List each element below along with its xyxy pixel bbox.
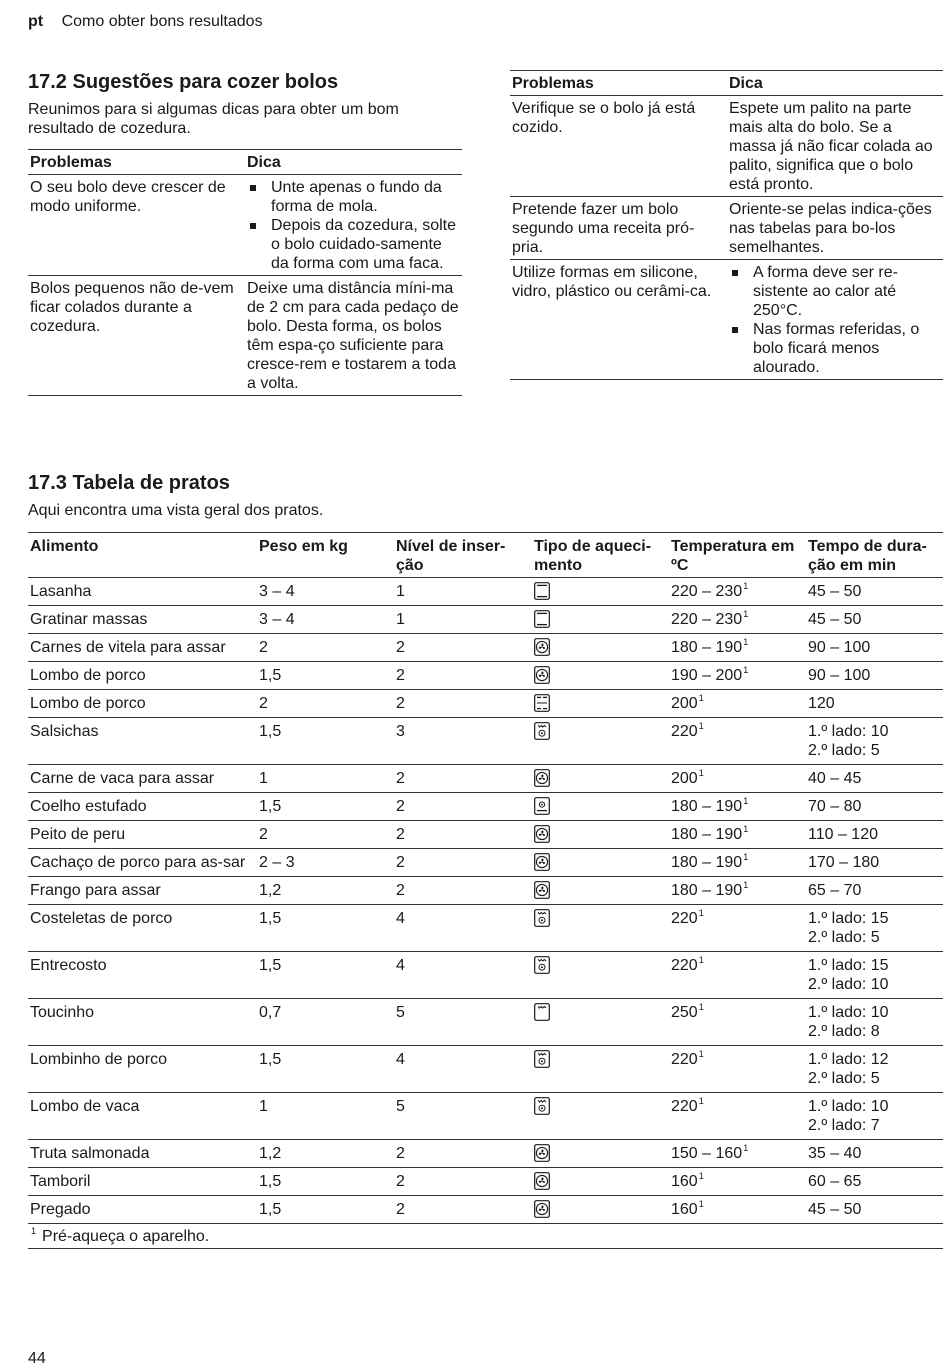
dish-row [28, 1093, 943, 1140]
heating-cell [532, 1046, 669, 1093]
tip-list-item: Depois da cozedura, solte o bolo cuidado-samente da forma com uma faca. [247, 216, 460, 273]
time-value: 120 [808, 695, 835, 712]
hot-air-icon [534, 825, 550, 843]
section-17-2-intro: Reunimos para si algumas dicas para obter um bom resultado de cozedura. [28, 101, 399, 137]
food-cell: Salsichas [28, 718, 257, 765]
dish-row [28, 1168, 943, 1196]
temperature-value: 220 [671, 910, 698, 927]
eco-top-bottom-heat-icon [534, 694, 550, 712]
time-value: 1.º lado: 10 [808, 1004, 889, 1021]
heating-cell [532, 578, 669, 606]
hot-air-icon [534, 853, 550, 871]
footnote-reference: 1 [743, 609, 749, 619]
level-cell: 2 [394, 821, 532, 849]
time-value: 90 – 100 [808, 639, 871, 656]
temperature-cell [669, 793, 806, 821]
footnote-reference: 1 [743, 665, 749, 675]
weight-cell: 2 [257, 821, 394, 849]
tip-row [28, 276, 462, 396]
level-cell: 4 [394, 905, 532, 952]
temperature-cell [669, 1046, 806, 1093]
language-code: pt [28, 13, 44, 30]
tip-list-item: Nas formas referidas, o bolo ficará menos alourado. [729, 320, 941, 377]
time-cell [806, 1140, 943, 1168]
time-value: 170 – 180 [808, 854, 880, 871]
problem-cell: Bolos pequenos não de-vem ficar colados durante a cozedura. [28, 276, 245, 396]
temperature-cell [669, 1093, 806, 1140]
dish-row [28, 634, 943, 662]
dish-row [28, 849, 943, 877]
food-cell: Tamboril [28, 1168, 257, 1196]
tip-cell [245, 175, 462, 276]
temperature-cell [669, 821, 806, 849]
heating-cell [532, 952, 669, 999]
level-cell: 2 [394, 849, 532, 877]
time-cell [806, 606, 943, 634]
heating-cell [532, 1093, 669, 1140]
footnote-reference: 1 [743, 581, 749, 591]
page-header [28, 12, 263, 31]
temperature-cell [669, 634, 806, 662]
food-cell: Truta salmonada [28, 1140, 257, 1168]
time-value: 2.º lado: 10 [808, 976, 889, 993]
footnote-reference: 1 [698, 1002, 704, 1012]
dishes-table [28, 532, 943, 1249]
weight-cell: 1 [257, 765, 394, 793]
temperature-cell [669, 1168, 806, 1196]
time-cell [806, 718, 943, 765]
column-header-level: Nível de inser-ção [394, 533, 532, 578]
footnote-reference: 1 [743, 852, 749, 862]
time-value: 2.º lado: 5 [808, 1070, 880, 1087]
temperature-value: 220 [671, 957, 698, 974]
tip-row [28, 175, 462, 276]
food-cell: Carne de vaca para assar [28, 765, 257, 793]
temperature-value: 180 – 190 [671, 854, 743, 871]
time-cell [806, 1168, 943, 1196]
dish-row [28, 662, 943, 690]
food-cell: Costeletas de porco [28, 905, 257, 952]
footnote-reference: 1 [698, 1096, 704, 1106]
time-value: 1.º lado: 15 [808, 957, 889, 974]
level-cell: 5 [394, 1093, 532, 1140]
dish-row [28, 877, 943, 905]
time-cell [806, 1196, 943, 1224]
time-cell [806, 634, 943, 662]
footnote-reference: 1 [698, 693, 704, 703]
food-cell: Carnes de vitela para assar [28, 634, 257, 662]
tip-list [247, 178, 460, 273]
top-bottom-heat-icon [534, 610, 550, 628]
footnote-reference: 1 [698, 1049, 704, 1059]
temperature-cell [669, 999, 806, 1046]
time-value: 45 – 50 [808, 583, 862, 600]
dish-row [28, 1140, 943, 1168]
temperature-value: 150 – 160 [671, 1145, 743, 1162]
weight-cell: 2 – 3 [257, 849, 394, 877]
level-cell: 2 [394, 690, 532, 718]
level-cell: 2 [394, 634, 532, 662]
heating-cell [532, 662, 669, 690]
problem-cell: Utilize formas em silicone, vidro, plástico ou cerâmi-ca. [510, 260, 727, 380]
temperature-value: 220 [671, 723, 698, 740]
hot-air-icon [534, 881, 550, 899]
weight-cell: 1,5 [257, 1168, 394, 1196]
time-cell [806, 690, 943, 718]
time-cell [806, 793, 943, 821]
time-value: 110 – 120 [808, 826, 878, 843]
time-value: 90 – 100 [808, 667, 871, 684]
heating-cell [532, 765, 669, 793]
heating-cell [532, 1196, 669, 1224]
food-cell: Lombo de porco [28, 690, 257, 718]
time-value: 1.º lado: 15 [808, 910, 889, 927]
time-value: 2.º lado: 5 [808, 742, 880, 759]
time-value: 60 – 65 [808, 1173, 862, 1190]
time-cell [806, 1093, 943, 1140]
weight-cell: 3 – 4 [257, 578, 394, 606]
hot-air-icon [534, 638, 550, 656]
level-cell: 3 [394, 718, 532, 765]
time-cell [806, 877, 943, 905]
level-cell: 2 [394, 1196, 532, 1224]
footnote-reference: 1 [698, 908, 704, 918]
hot-air-icon [534, 769, 550, 787]
dish-row [28, 952, 943, 999]
temperature-value: 190 – 200 [671, 667, 743, 684]
time-value: 2.º lado: 7 [808, 1117, 880, 1134]
footnote-row [28, 1224, 943, 1249]
time-cell [806, 662, 943, 690]
dish-row [28, 905, 943, 952]
column-header-time: Tempo de dura-ção em min [806, 533, 943, 578]
footnote-reference: 1 [698, 721, 704, 731]
circulated-grill-icon [534, 956, 550, 974]
time-cell [806, 952, 943, 999]
time-value: 2.º lado: 8 [808, 1023, 880, 1040]
time-cell [806, 905, 943, 952]
footnote-text: Pré-aqueça o aparelho. [42, 1228, 210, 1245]
level-cell: 2 [394, 662, 532, 690]
temperature-cell [669, 1140, 806, 1168]
level-cell: 2 [394, 1140, 532, 1168]
column-header-weight: Peso em kg [257, 533, 394, 578]
hot-air-icon [534, 1200, 550, 1218]
level-cell: 2 [394, 1168, 532, 1196]
time-cell [806, 999, 943, 1046]
footnote-reference: 1 [698, 768, 704, 778]
footnote-reference: 1 [698, 1199, 704, 1209]
heating-cell [532, 690, 669, 718]
food-cell: Coelho estufado [28, 793, 257, 821]
level-cell: 2 [394, 877, 532, 905]
tip-cell [727, 260, 943, 380]
time-cell [806, 578, 943, 606]
heating-cell [532, 905, 669, 952]
time-value: 1.º lado: 10 [808, 723, 889, 740]
time-value: 1.º lado: 12 [808, 1051, 889, 1068]
food-cell: Peito de peru [28, 821, 257, 849]
footnote-mark: 1 [31, 1226, 37, 1236]
temperature-cell [669, 1196, 806, 1224]
temperature-value: 200 [671, 695, 698, 712]
cake-tips-table-right [510, 70, 943, 380]
time-cell [806, 765, 943, 793]
footnote-reference: 1 [743, 1143, 749, 1153]
temperature-value: 220 – 230 [671, 611, 743, 628]
tip-cell: Oriente-se pelas indica-ções nas tabelas para bo-los semelhantes. [727, 197, 943, 260]
time-cell [806, 1046, 943, 1093]
heating-cell [532, 606, 669, 634]
weight-cell: 2 [257, 634, 394, 662]
time-value: 35 – 40 [808, 1145, 862, 1162]
time-value: 45 – 50 [808, 1201, 862, 1218]
time-value: 65 – 70 [808, 882, 862, 899]
hot-air-icon [534, 1172, 550, 1190]
time-value: 40 – 45 [808, 770, 862, 787]
circulated-grill-icon [534, 909, 550, 927]
section-17-2-title: 17.2 Sugestões para cozer bolos [28, 71, 339, 93]
weight-cell: 1,2 [257, 1140, 394, 1168]
column-header-temperature: Temperatura em ºC [669, 533, 806, 578]
temperature-cell [669, 765, 806, 793]
food-cell: Toucinho [28, 999, 257, 1046]
food-cell: Lombo de porco [28, 662, 257, 690]
dish-row [28, 821, 943, 849]
time-value: 1.º lado: 10 [808, 1098, 889, 1115]
top-bottom-heat-icon [534, 582, 550, 600]
footnote-cell [28, 1224, 943, 1249]
weight-cell: 1,5 [257, 905, 394, 952]
temperature-cell [669, 662, 806, 690]
bottom-heat-fan-icon [534, 797, 550, 815]
temperature-value: 220 – 230 [671, 583, 743, 600]
dish-row [28, 1196, 943, 1224]
grill-icon [534, 1003, 550, 1021]
dish-row [28, 793, 943, 821]
temperature-cell [669, 718, 806, 765]
dish-row [28, 765, 943, 793]
weight-cell: 1,5 [257, 1196, 394, 1224]
heating-cell [532, 793, 669, 821]
temperature-value: 160 [671, 1173, 698, 1190]
weight-cell: 1,2 [257, 877, 394, 905]
problem-cell: O seu bolo deve crescer de modo uniforme. [30, 179, 226, 215]
heating-cell [532, 1168, 669, 1196]
page-number: 44 [28, 1350, 46, 1367]
temperature-value: 180 – 190 [671, 826, 743, 843]
section-17-3-title: 17.3 Tabela de pratos [28, 472, 230, 494]
level-cell: 1 [394, 578, 532, 606]
weight-cell: 2 [257, 690, 394, 718]
heating-cell [532, 849, 669, 877]
tip-cell: Espete um palito na parte mais alta do bolo. Se a massa já não ficar colada ao palito, significa que o bolo está pronto. [729, 100, 933, 193]
heating-cell [532, 1140, 669, 1168]
problem-cell: Verifique se o bolo já está cozido. [512, 100, 696, 136]
food-cell: Lombo de vaca [28, 1093, 257, 1140]
level-cell: 2 [394, 765, 532, 793]
tip-row [510, 96, 943, 197]
time-cell [806, 821, 943, 849]
weight-cell: 1 [257, 1093, 394, 1140]
food-cell: Pregado [28, 1196, 257, 1224]
dish-row [28, 718, 943, 765]
tip-list-item: A forma deve ser re-sistente ao calor até 250°C. [729, 263, 941, 320]
weight-cell: 1,5 [257, 718, 394, 765]
weight-cell: 1,5 [257, 662, 394, 690]
temperature-value: 200 [671, 770, 698, 787]
food-cell: Gratinar massas [28, 606, 257, 634]
tip-cell: Deixe uma distância míni-ma de 2 cm para cada pedaço de bolo. Desta forma, os bolos têm espa-ço suficiente para cresce-rem e tostarem a toda a volta. [245, 276, 462, 396]
weight-cell: 3 – 4 [257, 606, 394, 634]
weight-cell: 1,5 [257, 1046, 394, 1093]
heating-cell [532, 821, 669, 849]
column-header-food: Alimento [28, 533, 257, 578]
dish-row [28, 999, 943, 1046]
tip-row [510, 197, 943, 260]
weight-cell: 1,5 [257, 952, 394, 999]
food-cell: Entrecosto [28, 952, 257, 999]
heating-cell [532, 877, 669, 905]
time-cell [806, 849, 943, 877]
circulated-grill-icon [534, 722, 550, 740]
dish-row [28, 578, 943, 606]
circulated-grill-icon [534, 1050, 550, 1068]
chapter-title: Como obter bons resultados [61, 13, 263, 30]
food-cell: Lasanha [28, 578, 257, 606]
temperature-value: 250 [671, 1004, 698, 1021]
temperature-value: 180 – 190 [671, 639, 743, 656]
column-header-heating: Tipo de aqueci-mento [532, 533, 669, 578]
tip-list [729, 263, 941, 377]
heating-cell [532, 634, 669, 662]
weight-cell: 0,7 [257, 999, 394, 1046]
cake-tips-table-left [28, 149, 462, 396]
column-header-tip: Dica [245, 150, 462, 175]
temperature-value: 180 – 190 [671, 882, 743, 899]
footnote-reference: 1 [743, 824, 749, 834]
time-value: 70 – 80 [808, 798, 862, 815]
dish-row [28, 690, 943, 718]
dish-row [28, 606, 943, 634]
level-cell: 1 [394, 606, 532, 634]
temperature-cell [669, 849, 806, 877]
food-cell: Lombinho de porco [28, 1046, 257, 1093]
section-17-3-intro: Aqui encontra uma vista geral dos pratos. [28, 502, 324, 519]
temperature-value: 180 – 190 [671, 798, 743, 815]
column-header-problems: Problemas [28, 150, 245, 175]
heating-cell [532, 718, 669, 765]
tip-list-item: Unte apenas o fundo da forma de mola. [247, 178, 460, 216]
footnote-reference: 1 [743, 637, 749, 647]
hot-air-icon [534, 1144, 550, 1162]
temperature-cell [669, 578, 806, 606]
footnote-reference: 1 [698, 1171, 704, 1181]
circulated-grill-icon [534, 1097, 550, 1115]
column-header-problems: Problemas [510, 71, 727, 96]
tip-row [510, 260, 943, 380]
temperature-cell [669, 606, 806, 634]
food-cell: Frango para assar [28, 877, 257, 905]
level-cell: 5 [394, 999, 532, 1046]
temperature-value: 220 [671, 1051, 698, 1068]
heating-cell [532, 999, 669, 1046]
hot-air-icon [534, 666, 550, 684]
food-cell: Cachaço de porco para as-sar [28, 849, 257, 877]
level-cell: 4 [394, 1046, 532, 1093]
weight-cell: 1,5 [257, 793, 394, 821]
time-value: 45 – 50 [808, 611, 862, 628]
dish-row [28, 1046, 943, 1093]
temperature-value: 160 [671, 1201, 698, 1218]
level-cell: 4 [394, 952, 532, 999]
footnote-reference: 1 [743, 880, 749, 890]
temperature-cell [669, 952, 806, 999]
footnote-reference: 1 [743, 796, 749, 806]
column-header-tip: Dica [727, 71, 943, 96]
level-cell: 2 [394, 793, 532, 821]
temperature-cell [669, 877, 806, 905]
problem-cell: Pretende fazer um bolo segundo uma receita pró-pria. [510, 197, 727, 260]
footnote-reference: 1 [698, 955, 704, 965]
time-value: 2.º lado: 5 [808, 929, 880, 946]
temperature-cell [669, 905, 806, 952]
temperature-cell [669, 690, 806, 718]
temperature-value: 220 [671, 1098, 698, 1115]
